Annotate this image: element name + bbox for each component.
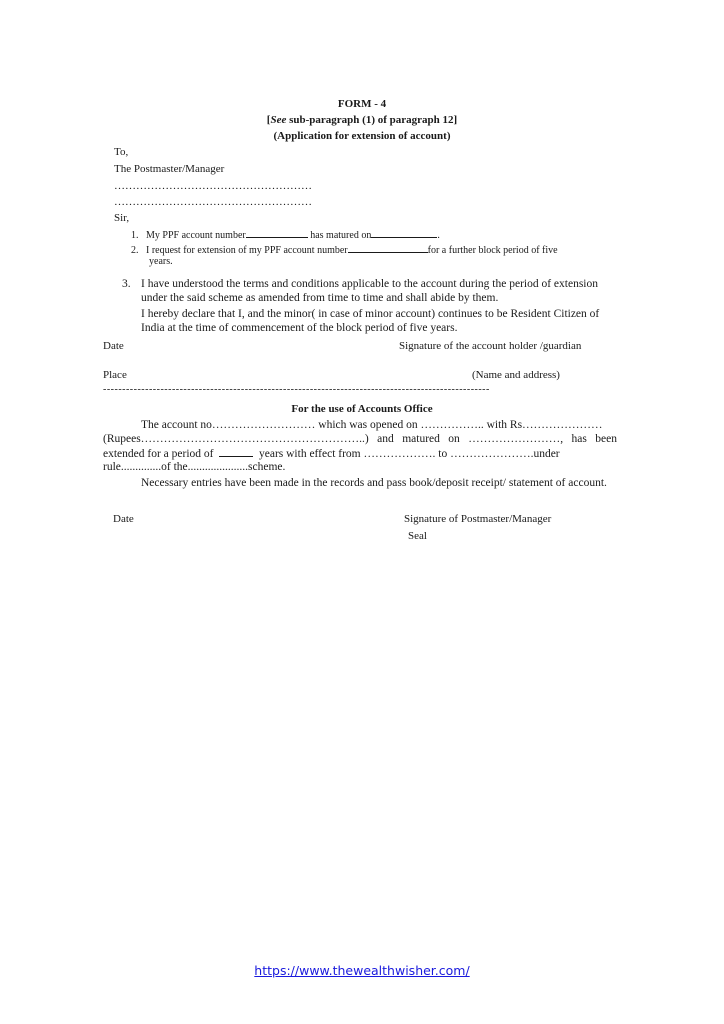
addressee: The Postmaster/Manager bbox=[114, 163, 225, 175]
place-label: Place bbox=[103, 369, 127, 381]
item-1 bbox=[131, 228, 440, 241]
item-2-text-a: I request for extension of my PPF account number bbox=[146, 245, 348, 256]
matured-on-blank[interactable] bbox=[371, 228, 437, 238]
form-reference bbox=[0, 114, 724, 126]
declaration-line-1: I hereby declare that I, and the minor( in case of minor account) continues to be Resident Citizen of bbox=[141, 308, 600, 320]
footer bbox=[0, 962, 724, 980]
account-number-blank[interactable] bbox=[246, 228, 308, 238]
office-date-label: Date bbox=[113, 513, 134, 525]
office-line-5: Necessary entries have been made in the records and pass book/deposit receipt/ statement of account. bbox=[141, 477, 607, 489]
item-2 bbox=[131, 243, 558, 256]
date-label: Date bbox=[103, 340, 124, 352]
seal-label: Seal bbox=[408, 530, 427, 542]
name-address-label: (Name and address) bbox=[472, 369, 560, 381]
item-2-number: 2. bbox=[131, 245, 139, 256]
to-label: To, bbox=[114, 146, 129, 158]
item-3-number: 3. bbox=[122, 278, 131, 290]
office-line-1: The account no……………………… which was opened on …………….. with Rs………………… bbox=[141, 419, 603, 431]
office-line-4: rule..............of the.....................scheme. bbox=[103, 461, 286, 473]
website-link[interactable]: https://www.thewealthwisher.com/ bbox=[254, 963, 470, 978]
postmaster-signature-label: Signature of Postmaster/Manager bbox=[404, 513, 552, 525]
address-line-2: ……………………………………………… bbox=[114, 196, 312, 208]
account-holder-signature-label: Signature of the account holder /guardian bbox=[399, 340, 582, 352]
address-line-1: ……………………………………………… bbox=[114, 180, 312, 192]
office-heading: For the use of Accounts Office bbox=[291, 403, 433, 415]
form-title: FORM - 4 bbox=[337, 98, 387, 110]
office-line-3 bbox=[103, 447, 617, 460]
extension-account-blank[interactable] bbox=[348, 243, 428, 253]
form-subtitle: (Application for extension of account) bbox=[273, 130, 451, 142]
item-2-text-b: for a further block period of five bbox=[427, 245, 558, 256]
section-divider: ----------------------------------------------------------------------------------------------------- bbox=[103, 384, 490, 395]
declaration-line-2: India at the time of commencement of the block period of five years. bbox=[141, 322, 458, 334]
office-line-3-text-b: years with effect from ………………. to ………………….under bbox=[258, 448, 560, 460]
see-word: See bbox=[270, 114, 287, 126]
office-line-3-text-a: extended for a period of bbox=[103, 448, 214, 460]
item-3-line-2: under the said scheme as amended from time to time and shall abide by them. bbox=[141, 292, 499, 304]
item-2-continuation: years. bbox=[149, 256, 173, 267]
item-1-text-b: has matured on bbox=[310, 230, 372, 241]
period-blank[interactable] bbox=[219, 447, 253, 457]
item-1-text-a: My PPF account number bbox=[146, 230, 246, 241]
item-1-end: . bbox=[437, 230, 440, 241]
salutation: Sir, bbox=[114, 212, 130, 224]
reference-open: [ bbox=[266, 114, 271, 126]
item-1-number: 1. bbox=[131, 230, 139, 241]
item-3-line-1: I have understood the terms and conditions applicable to the account during the period of extension bbox=[141, 278, 598, 290]
office-line-2: (Rupees…………………………………………………..) and matured on ……………………, has been bbox=[103, 433, 617, 445]
reference-rest: sub-paragraph (1) of paragraph 12] bbox=[286, 114, 458, 126]
